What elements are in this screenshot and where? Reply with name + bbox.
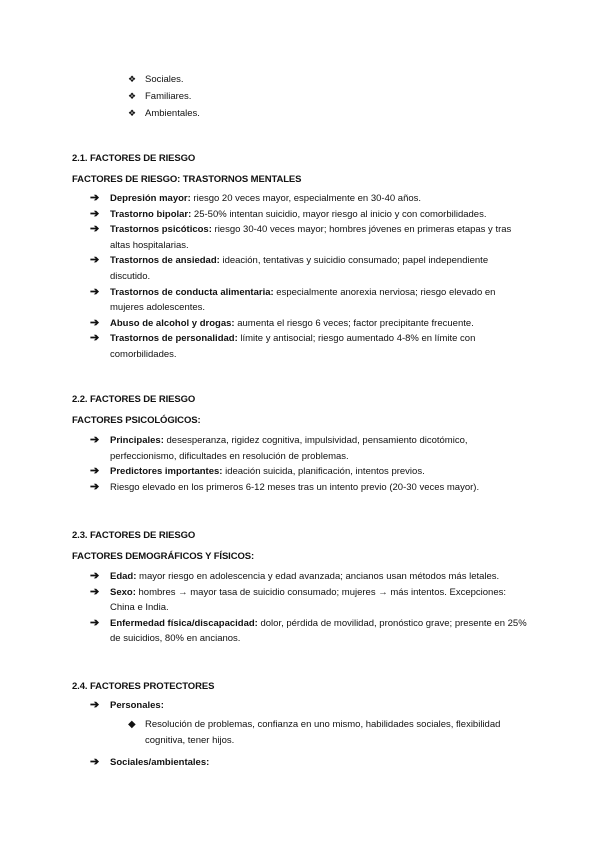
list-item <box>0 616 530 647</box>
protective-list-personal <box>0 698 600 714</box>
list-item <box>0 207 530 223</box>
item-text: ideación, tentativas y suicidio consumado; papel independiente discutido. <box>110 255 489 282</box>
list-item <box>0 698 530 714</box>
arrow-right-icon: ➔ <box>90 223 100 236</box>
arrow-right-icon: ➔ <box>90 480 100 493</box>
item-bold: Trastornos psicóticos: <box>110 224 212 236</box>
section-subtitle: FACTORES DE RIESGO: TRASTORNOS MENTALES <box>72 174 302 185</box>
item-bold: Personales: <box>110 700 164 711</box>
item-bold: Abuso de alcohol y drogas: <box>110 317 235 329</box>
item-text: especialmente anorexia nerviosa; riesgo elevado en mujeres adolescentes. <box>110 286 496 314</box>
arrow-right-icon: ➔ <box>90 192 100 204</box>
arrow-right-icon: ➔ <box>90 254 100 267</box>
list-item <box>128 71 600 88</box>
top-bullet-list <box>0 71 600 122</box>
list-item <box>128 105 600 122</box>
item-text: hombres → mayor tasa de suicidio consumado; mujeres → más intentos. Excepciones: China e India. <box>110 586 507 614</box>
arrow-right-icon: ➔ <box>90 316 100 329</box>
list-item <box>0 464 530 480</box>
protective-list-social <box>0 755 600 771</box>
list-item-text: Ambientales. <box>145 108 200 119</box>
arrow-right-icon: ➔ <box>90 699 100 711</box>
item-text: dolor, pérdida de movilidad, pronóstico grave; presente en 25% de suicidios, 80% en ancianos. <box>110 617 527 645</box>
item-text: riesgo 20 veces mayor, especialmente en 30-40 años. <box>190 193 422 204</box>
item-bold: Sexo: <box>110 586 136 598</box>
section-title: 2.2. FACTORES DE RIESGO <box>72 394 196 405</box>
item-bold: Edad: <box>110 571 137 582</box>
arrow-right-icon: ➔ <box>90 285 100 298</box>
item-text: mayor riesgo en adolescencia y edad avanzada; ancianos usan métodos más letales. <box>136 571 500 582</box>
section-title: 2.1. FACTORES DE RIESGO <box>72 153 196 164</box>
arrow-right-icon: ➔ <box>90 332 100 345</box>
item-bold: Trastornos de ansiedad: <box>110 255 220 267</box>
list-item-text: Familiares. <box>145 91 192 102</box>
list-item <box>0 222 530 253</box>
item-text: Riesgo elevado en los primeros 6-12 meses tras un intento previo (20-30 veces mayor). <box>110 481 480 493</box>
section-subtitle: FACTORES DEMOGRÁFICOS Y FÍSICOS: <box>72 551 255 562</box>
section-title: 2.3. FACTORES DE RIESGO <box>72 530 196 541</box>
diamond-outline-icon: ❖ <box>128 74 137 84</box>
risk-list-mental <box>0 191 600 363</box>
diamond-outline-icon: ❖ <box>128 108 137 118</box>
section-subtitle: FACTORES PSICOLÓGICOS: <box>72 415 201 426</box>
filled-diamond-icon: ◆ <box>128 719 136 730</box>
arrow-right-icon: ➔ <box>90 570 100 582</box>
list-item <box>0 253 530 284</box>
item-bold: Trastornos de personalidad: <box>110 333 238 345</box>
item-text: desesperanza, rigidez cognitiva, impulsividad, pensamiento dicotómico, perfeccionismo, dificultades en resolución de problemas. <box>110 435 468 462</box>
arrow-right-icon: ➔ <box>90 434 100 446</box>
list-item <box>128 88 600 105</box>
item-text: ideación suicida, planificación, intentos previos. <box>222 466 425 478</box>
list-item <box>0 285 530 316</box>
item-text: 25-50% intentan suicidio, mayor riesgo al inicio y con comorbilidades. <box>191 208 487 220</box>
list-item <box>0 191 530 207</box>
list-item <box>0 331 530 362</box>
list-item <box>0 569 530 585</box>
item-text: límite y antisocial; riesgo aumentado 4-8% en límite con comorbilidades. <box>110 333 476 360</box>
list-item-text: Sociales. <box>145 74 184 85</box>
list-item <box>0 480 530 496</box>
sub-item-text: Resolución de problemas, confianza en uno mismo, habilidades sociales, flexibilidad cognitiva, tener hijos. <box>145 719 501 746</box>
arrow-right-icon: ➔ <box>90 207 100 220</box>
list-item <box>0 755 530 771</box>
arrow-right-icon: ➔ <box>90 756 100 768</box>
arrow-right-icon: ➔ <box>90 585 100 598</box>
list-item <box>0 316 530 332</box>
item-bold: Sociales/ambientales: <box>110 757 210 768</box>
risk-list-demographic <box>0 569 600 647</box>
item-text: aumenta el riesgo 6 veces; factor precipitante frecuente. <box>234 317 474 329</box>
diamond-outline-icon: ❖ <box>128 91 137 101</box>
section-title: 2.4. FACTORES PROTECTORES <box>72 681 215 692</box>
item-bold: Trastorno bipolar: <box>110 208 192 220</box>
list-item <box>0 585 530 616</box>
item-bold: Enfermedad física/discapacidad: <box>110 617 258 629</box>
arrow-right-icon: ➔ <box>90 465 100 478</box>
item-bold: Trastornos de conducta alimentaria: <box>110 286 274 298</box>
arrow-right-icon: ➔ <box>90 616 100 629</box>
item-bold: Predictores importantes: <box>110 466 223 478</box>
item-text: riesgo 30-40 veces mayor; hombres jóvenes en primeras etapas y tras altas hospitalarias. <box>110 224 512 251</box>
item-bold: Depresión mayor: <box>110 193 191 204</box>
risk-list-psychological <box>0 433 600 495</box>
list-item <box>0 433 530 464</box>
item-bold: Principales: <box>110 435 164 446</box>
